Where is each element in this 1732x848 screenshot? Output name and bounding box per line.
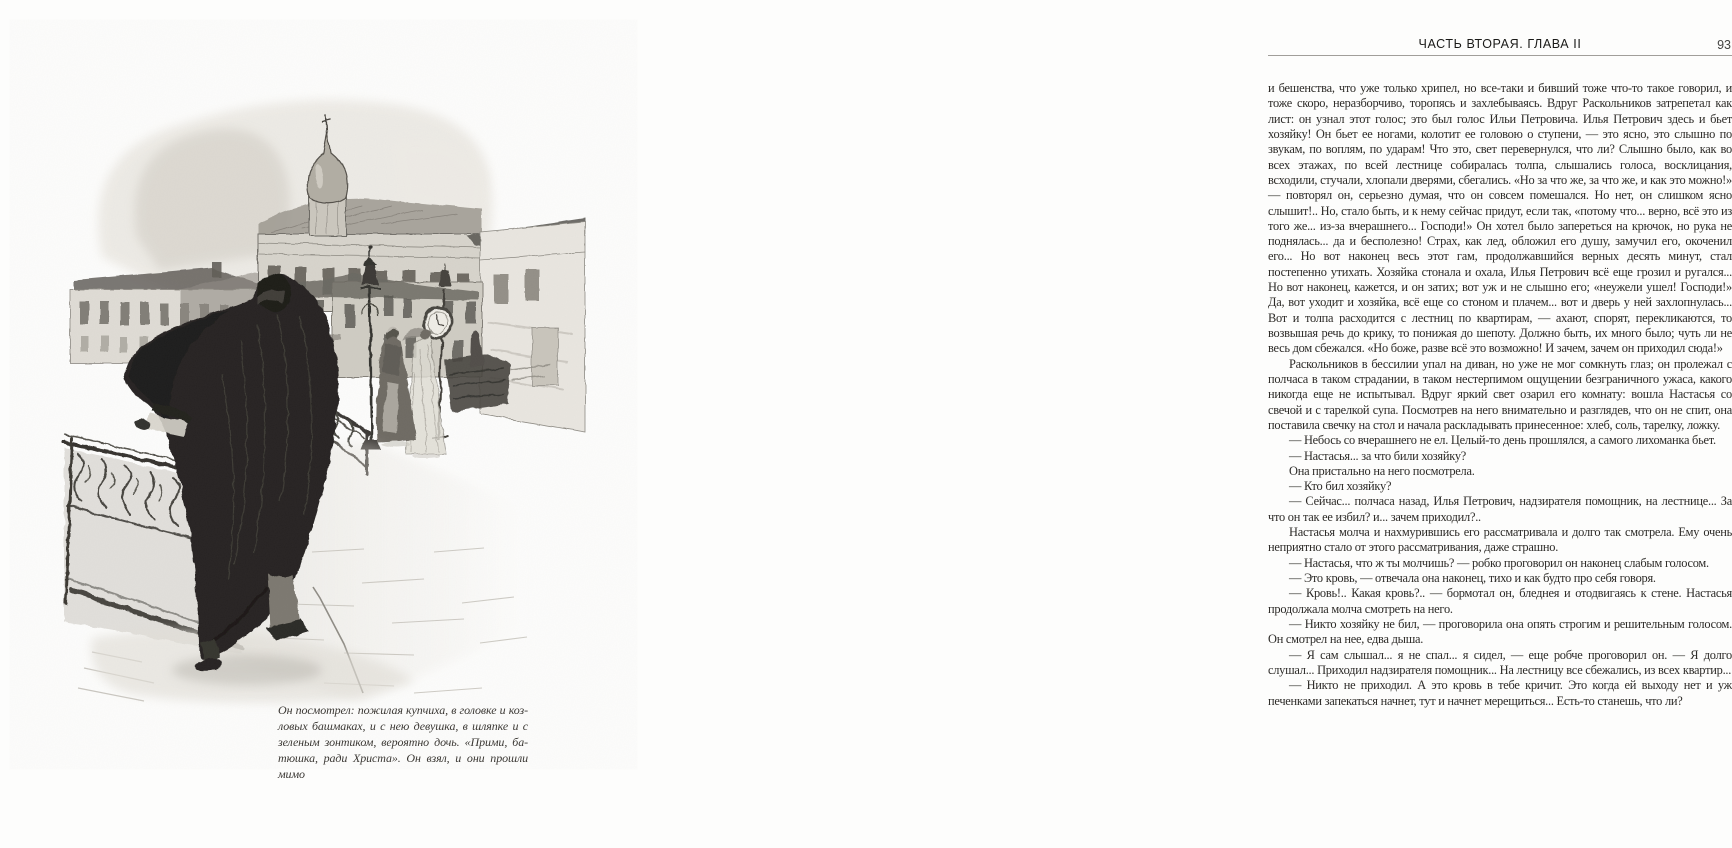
caption-line: зеленым зонтиком, вероятно дочь. «Прими, ба- (278, 734, 528, 749)
body-paragraph: Раскольников в бессилии упал на диван, но уже не мог сомкнуть глаз; он пролежал с полчаса в таком страдании, в таком нестерпимом ощущении безграничного ужаса, какого никогда еще не испытывал. Вдруг яркий свет озарил его комнату: вошла Настасья со свечой и с тарелкой супа. Посмотрев на него внимательно и разглядев, что он не спит, она поставила свечку на стол и начала раскладывать принесенное: хлеб, соль, тарелку, ложку. (1268, 356, 1732, 432)
caption-line: тюшка, ради Христа». Он взял, и они прошли (278, 750, 528, 765)
caption-line: ловых башмаках, и с нею девушка, в шляпке и с (278, 718, 528, 733)
paper-grain (62, 82, 585, 707)
body-paragraph: — Я сам слышал... я не спал... я сидел, — еще робче проговорил он. — Я долго слушал... Приходил надзирателя помощник... На лестницу все сбежались, из всех квартир... (1268, 647, 1732, 677)
body-paragraph: Она пристально на него посмотрела. (1289, 463, 1475, 478)
body-paragraph: — Настасья... за что били хозяйку? (1289, 448, 1467, 463)
caption-line: Он посмотрел: пожилая купчиха, в головке и коз- (278, 703, 528, 717)
body-paragraph: — Кровь!.. Какая кровь?.. — бормотал он, бледнея и отодвигаясь к стене. Настасья продолжала молча смотреть на него. (1268, 586, 1732, 616)
body-paragraph: — Небось со вчерашнего не ел. Целый-то день прошлялся, а самого лихоманка бьет. (1289, 433, 1716, 448)
body-paragraph: и бешенства, что уже только хрипел, но все-таки и бивший тоже что-то такое говорил, и тоже скоро, неразборчиво, торопясь и захлебываясь. Вдруг Раскольников затрепетал как лист: он узнал этот голос; это был голос Ильи Петровича. Илья Петрович здесь и бьет хозяйку! Он бьет ее ногами, колотит ее головою о ступени, — это ясно, это слышно по звукам, по воплям, по ударам! Что это, свет перевернулся, что ли? Слышно было, как во всех этажах, по всей лестнице собиралась толпа, слышались голоса, восклицания, всходили, стучали, хлопали дверями, сбегались. «Но за что же, за что же, и как это можно!» — повторял он, серьезно думая, что он совсем помешался. Но нет, он слишком ясно слышит!.. Но, стало быть, и к нему сейчас придут, если так, «потому что... верно, всё это из того же... из-за вчерашнего... Господи!» Он хотел было запереться на крючок, но рука не поднялась... да и бесполезно! Страх, как лед, обложил его душу, замучил его, окоченил его... Но вот наконец весь этот гам, продолжавшийся верных десять минут, стал постепенно утихать. Хозяйка стонала и охала, Илья Петрович всё еще грозил и ругался... Но вот наконец, кажется, и он затих; вот уж и не слышно его; «неужели ушел! Господи!» Да, вот уходит и хозяйка, всё еще со стоном и плачем... вот и дверь у ней захлопнулась... Вот и толпа расходится с лестниц по квартирам, — ахают, спорят, перекликаются, то возвышая речь до крику, то понижая до шепоту. Должно быть, их много было; чуть ли не весь дом сбежался. «Но боже, разве всё это возможно! И зачем, зачем он приходил сюда!» (1268, 81, 1732, 356)
body-paragraph: — Это кровь, — отвечала она наконец, тихо и как будто про себя говоря. (1289, 571, 1656, 585)
running-head-row (1268, 37, 1732, 55)
right-page (600, 0, 1732, 848)
head-rule (1268, 55, 1732, 56)
body-text (1268, 81, 1732, 821)
body-paragraph: — Кто бил хозяйку? (1289, 479, 1392, 494)
body-paragraph: — Никто не приходил. А это кровь в тебе кричит. Это когда ей выходу нет и уж печенками запекаться начнет, тут и начнет мерещиться... Есть-то станешь, что ли? (1268, 678, 1732, 708)
body-paragraph: — Настасья, что ж ты молчишь? — робко проговорил он наконец слабым голосом. (1289, 555, 1709, 570)
illustration-caption (278, 703, 528, 783)
running-head: ЧАСТЬ ВТОРАЯ. ГЛАВА II (1418, 37, 1582, 51)
caption-line: мимо (278, 766, 305, 781)
body-paragraph: Настасья молча и нахмурившись его рассматривала и долго так смотрела. Ему очень неприятно стало от этого рассматривания, даже страшно. (1268, 525, 1732, 555)
body-paragraph: — Никто хозяйку не бил, — проговорила она опять строгим и решительным голосом. Он смотрел на нее, едва дыша. (1268, 616, 1732, 647)
page-number: 93 (1717, 37, 1731, 52)
illustration-man-on-bridge (62, 82, 585, 707)
left-page (0, 0, 600, 848)
body-paragraph: — Сейчас... полчаса назад, Илья Петрович, надзирателя помощник, на лестнице... За что он так ее избил? и... зачем приходил?.. (1268, 494, 1732, 524)
